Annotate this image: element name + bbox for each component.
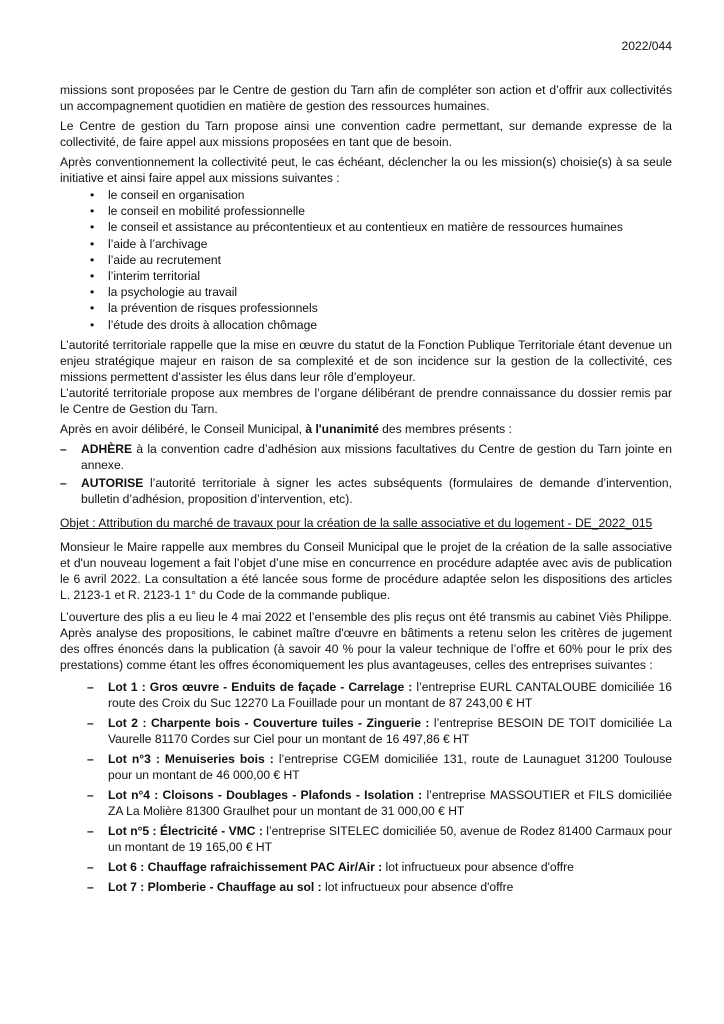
dash-mark: – [87, 879, 94, 894]
list-item: • le conseil en mobilité professionnelle [60, 203, 672, 219]
lot-text: l’entreprise BESOIN DE TOIT domiciliée La Vaurelle 81170 Cordes sur Ciel pour un montant de 16 497,86 € HT [108, 715, 672, 746]
deliberation-paragraph [60, 421, 672, 437]
lot-label: Lot 6 : Chauffage rafraichissement PAC Air/Air : [108, 859, 383, 874]
intro-paragraph-3: Après conventionnement la collectivité peut, le cas échéant, déclencher la ou les mission(s) choisie(s) à sa seule initiative et ainsi faire appel aux missions suivantes : [60, 155, 672, 185]
dash-mark: – [60, 475, 67, 490]
decision-text: à la convention cadre d’adhésion aux missions facultatives du Centre de gestion du Tarn jointe en annexe. [81, 441, 672, 472]
lot-item [60, 751, 672, 783]
dash-mark: – [87, 679, 94, 694]
page-content [60, 82, 672, 899]
decision-item [60, 441, 672, 473]
lot-label: Lot n°3 : Menuiseries bois : [108, 751, 274, 766]
lot-item [60, 879, 672, 895]
dash-mark: – [87, 715, 94, 730]
list-item: • la psychologie au travail [60, 284, 672, 300]
unanimity-text: à l'unanimité [305, 421, 379, 436]
deliberation-text-end: des membres présents : [378, 421, 512, 436]
list-item: • la prévention de risques professionnels [60, 300, 672, 316]
lot-item [60, 859, 672, 875]
lot-item [60, 787, 672, 819]
deliberation-text: Après en avoir délibéré, le Conseil Municipal, [60, 421, 306, 436]
list-item: • le conseil et assistance au précontentieux et au contentieux en matière de ressources humaines [60, 219, 672, 235]
page-number: 2022/044 [621, 39, 672, 53]
lot-label: Lot 2 : Charpente bois - Couverture tuiles - Zinguerie : [108, 715, 430, 730]
decisions-list [60, 441, 672, 507]
dash-mark: – [87, 859, 94, 874]
lot-label: Lot 1 : Gros œuvre - Enduits de façade - Carrelage : [108, 679, 413, 694]
dossier-paragraph: L’autorité territoriale propose aux membres de l’organe délibérant de prendre connaissance du dossier remis par le Centre de Gestion du Tarn. [60, 385, 672, 416]
lot-text: l’entreprise CGEM domiciliée 131, route de Launaguet 31200 Toulouse pour un montant de 46 000,00 € HT [108, 751, 672, 782]
decision-keyword: AUTORISE [81, 475, 144, 490]
lot-label: Lot n°4 : Cloisons - Doublages - Plafonds - Isolation : [108, 787, 423, 802]
lot-item [60, 823, 672, 855]
lot-text: l’entreprise MASSOUTIER et FILS domiciliée ZA La Molière 81300 Graulhet pour un montant de 31 000,00 € HT [108, 787, 673, 818]
intro-paragraph-2: Le Centre de gestion du Tarn propose ainsi une convention cadre permettant, sur demande expresse de la collectivité, de faire appel aux missions proposées en tant que de besoin. [60, 119, 672, 149]
lot-text: l’entreprise EURL CANTALOUBE domiciliée 16 route des Croix du Suc 12270 La Fouillade pour un montant de 87 243,00 € HT [108, 679, 673, 710]
list-item: • le conseil en organisation [60, 187, 672, 203]
missions-list [60, 187, 672, 333]
lots-list [60, 679, 672, 895]
lot-item [60, 715, 672, 747]
statute-paragraph: L’autorité territoriale rappelle que la mise en œuvre du statut de la Fonction Publique Territoriale étant devenue un enjeu stratégique majeur en raison de sa complexité et de son incidence sur la gestion de la collectivité, ces missions permettent d’assister les élus dans leur rôle d’employeur. [60, 337, 672, 384]
objet-title: Objet : Attribution du marché de travaux pour la création de la salle associative et du logement - DE_2022_015 [60, 515, 653, 530]
list-item: • l’aide au recrutement [60, 252, 672, 268]
dash-mark: – [60, 441, 67, 456]
objet-paragraph-1: Monsieur le Maire rappelle aux membres du Conseil Municipal que le projet de la création de la salle associative et d'un nouveau logement a fait l’objet d’une mise en concurrence en procédure adaptée avec avis de publication le 6 avril 2022. La consultation a été lancée sous forme de procédure adaptée selon les dispositions des articles L. 2123-1 et R. 2123-1 1° du Code de la commande publique. [60, 539, 672, 602]
lot-label: Lot n°5 : Électricité - VMC : [108, 823, 263, 838]
objet-paragraph-2: L’ouverture des plis a eu lieu le 4 mai 2022 et l’ensemble des plis reçus ont été transmis au cabinet Viès Philippe. Après analyse des propositions, le cabinet maître d'œuvre en bâtiments a retenu selon les critères de jugement des offres énoncés dans la publication (à savoir 40 % pour la valeur technique de l’offre et 60% pour le prix des prestations) comme étant les offres économiquement les plus avantageuses, celles des entreprises suivantes : [60, 609, 672, 672]
decision-keyword: ADHÈRE [81, 441, 133, 456]
dash-mark: – [87, 787, 94, 802]
decision-text: l’autorité territoriale à signer les actes subséquents (formulaires de demande d’intervention, bulletin d’adhésion, proposition d’intervention, etc). [81, 475, 672, 506]
dash-mark: – [87, 823, 94, 838]
decision-item [60, 475, 672, 507]
lot-text: l’entreprise SITELEC domiciliée 50, avenue de Rodez 81400 Carmaux pour un montant de 19 165,00 € HT [108, 823, 672, 854]
list-item: • l’interim territorial [60, 268, 672, 284]
list-item: • l’aide à l’archivage [60, 236, 672, 252]
intro-paragraph-1: missions sont proposées par le Centre de gestion du Tarn afin de compléter son action et d’offrir aux collectivités un accompagnement quotidien en matière de gestion des ressources humaines. [60, 83, 672, 113]
lot-text: lot infructueux pour absence d'offre [321, 879, 514, 894]
list-item: • l’étude des droits à allocation chômage [60, 317, 672, 333]
lot-item [60, 679, 672, 711]
lot-label: Lot 7 : Plomberie - Chauffage au sol : [108, 879, 322, 894]
dash-mark: – [87, 751, 94, 766]
lot-text: lot infructueux pour absence d'offre [382, 859, 574, 874]
